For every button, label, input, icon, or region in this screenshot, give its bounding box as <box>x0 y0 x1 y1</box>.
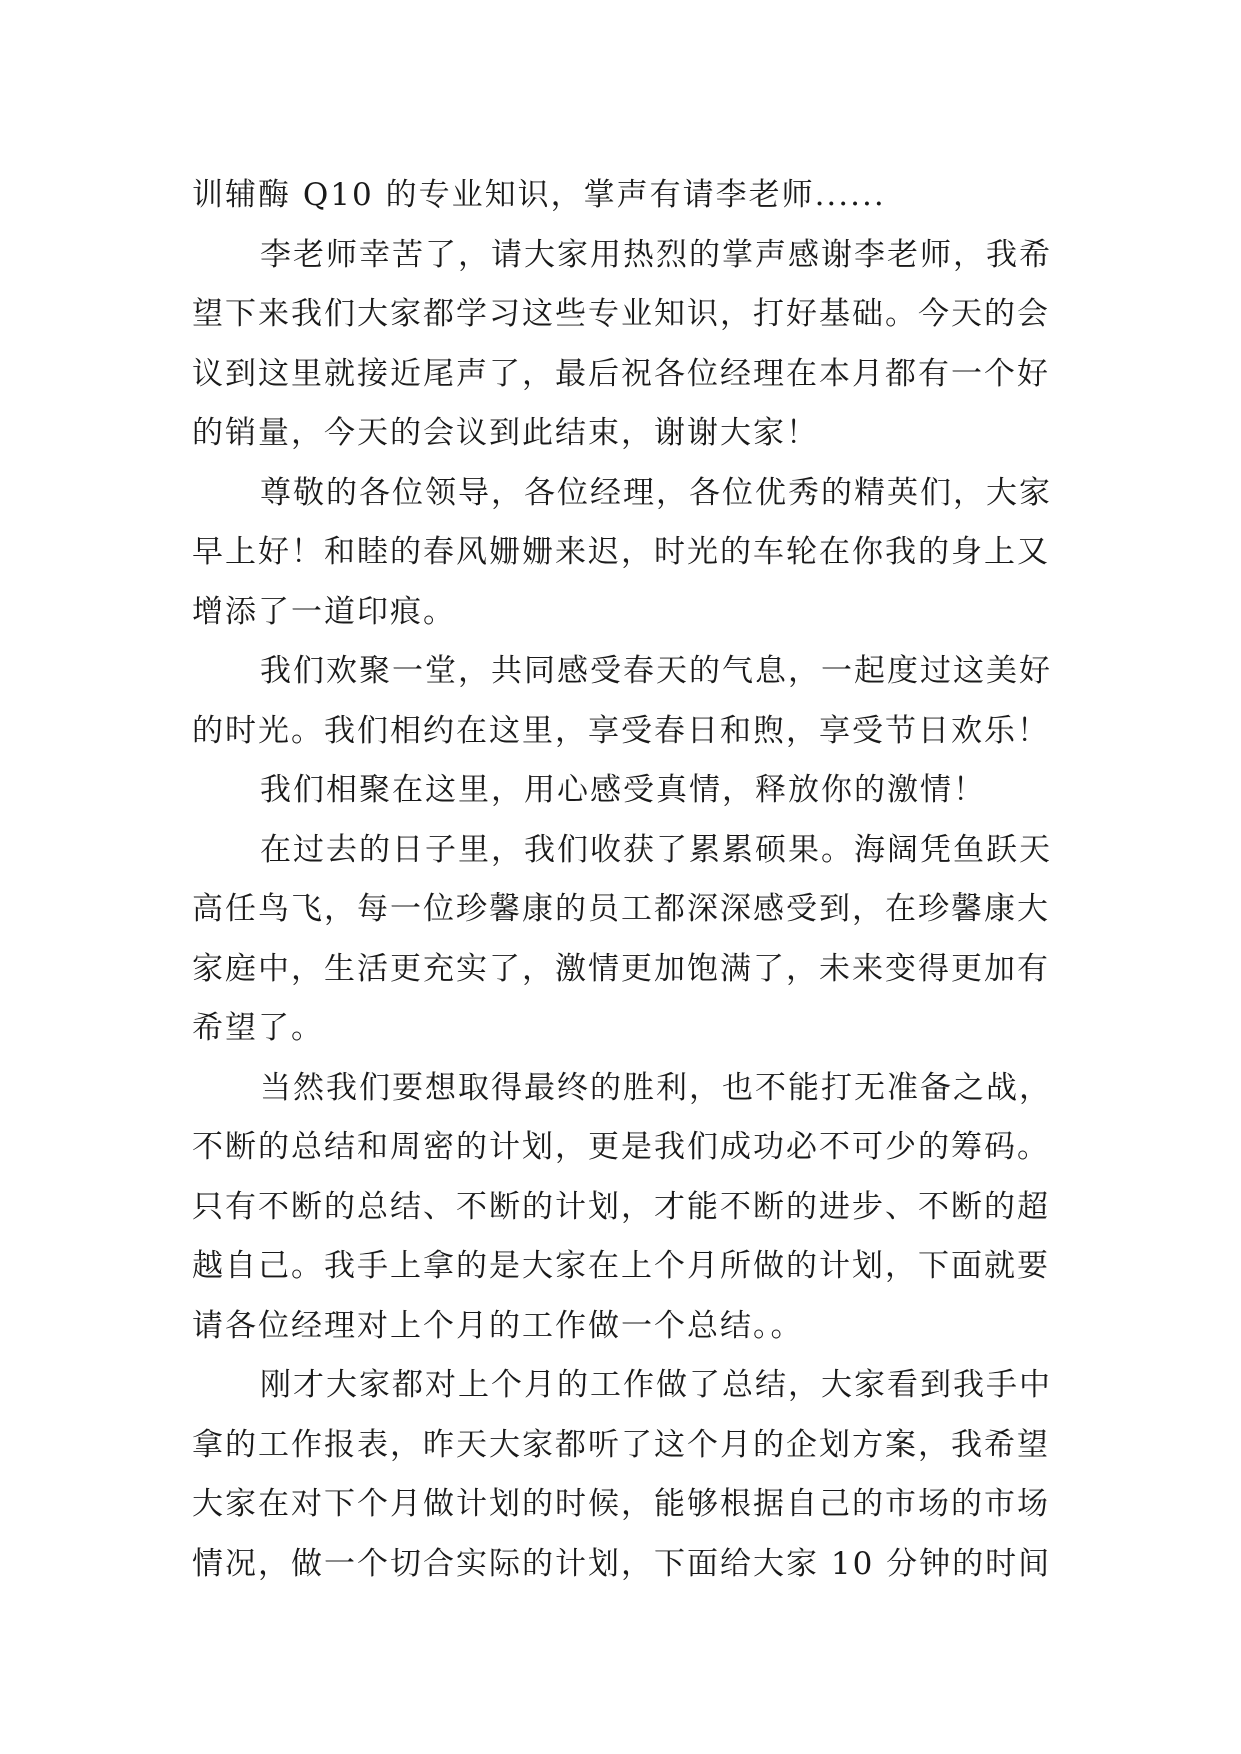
text-line: 早上好！和睦的春风姗姗来迟，时光的车轮在你我的身上又 <box>192 534 1050 570</box>
text-line: 大家在对下个月做计划的时候，能够根据自己的市场的市场 <box>192 1486 1050 1522</box>
text-line: 我们欢聚一堂，共同感受春天的气息，一起度过这美好 <box>260 653 1052 689</box>
text-line: 请各位经理对上个月的工作做一个总结。。 <box>192 1307 804 1344</box>
text-line: 不断的总结和周密的计划，更是我们成功必不可少的筹码。 <box>192 1129 1050 1165</box>
text-line: 当然我们要想取得最终的胜利，也不能打无准备之战， <box>260 1069 1052 1106</box>
text-line: 望下来我们大家都学习这些专业知识，打好基础。今天的会 <box>192 296 1050 332</box>
text-line: 家庭中，生活更充实了，激情更加饱满了，未来变得更加有 <box>192 950 1050 987</box>
document-body <box>192 166 1072 1594</box>
text-line: 拿的工作报表，昨天大家都听了这个月的企划方案，我希望 <box>192 1426 1050 1463</box>
text-line: 增添了一道印痕。 <box>192 593 456 630</box>
text-line: 刚才大家都对上个月的工作做了总结，大家看到我手中 <box>260 1367 1052 1403</box>
text-line: 李老师幸苦了，请大家用热烈的掌声感谢李老师，我希 <box>260 236 1052 273</box>
text-line: 的时光。我们相约在这里，享受春日和煦，享受节日欢乐！ <box>192 712 1050 749</box>
text-line: 情况，做一个切合实际的计划，下面给大家 10 分钟的时间 <box>192 1545 1052 1582</box>
text-line: 希望了。 <box>192 1010 324 1046</box>
text-line: 议到这里就接近尾声了，最后祝各位经理在本月都有一个好 <box>192 355 1050 392</box>
text-line: 的销量，今天的会议到此结束，谢谢大家！ <box>192 415 819 451</box>
text-line: 高任鸟飞，每一位珍馨康的员工都深深感受到，在珍馨康大 <box>192 891 1050 927</box>
text-line: 我们相聚在这里，用心感受真情，释放你的激情！ <box>260 772 986 808</box>
text-line: 训辅酶 Q10 的专业知识，掌声有请李老师...... <box>192 177 886 213</box>
text-line: 越自己。我手上拿的是大家在上个月所做的计划，下面就要 <box>192 1248 1050 1284</box>
text-line: 尊敬的各位领导，各位经理，各位优秀的精英们，大家 <box>260 474 1052 511</box>
text-line: 只有不断的总结、不断的计划，才能不断的进步、不断的超 <box>192 1188 1050 1225</box>
text-line: 在过去的日子里，我们收获了累累硕果。海阔凭鱼跃天 <box>260 831 1052 868</box>
